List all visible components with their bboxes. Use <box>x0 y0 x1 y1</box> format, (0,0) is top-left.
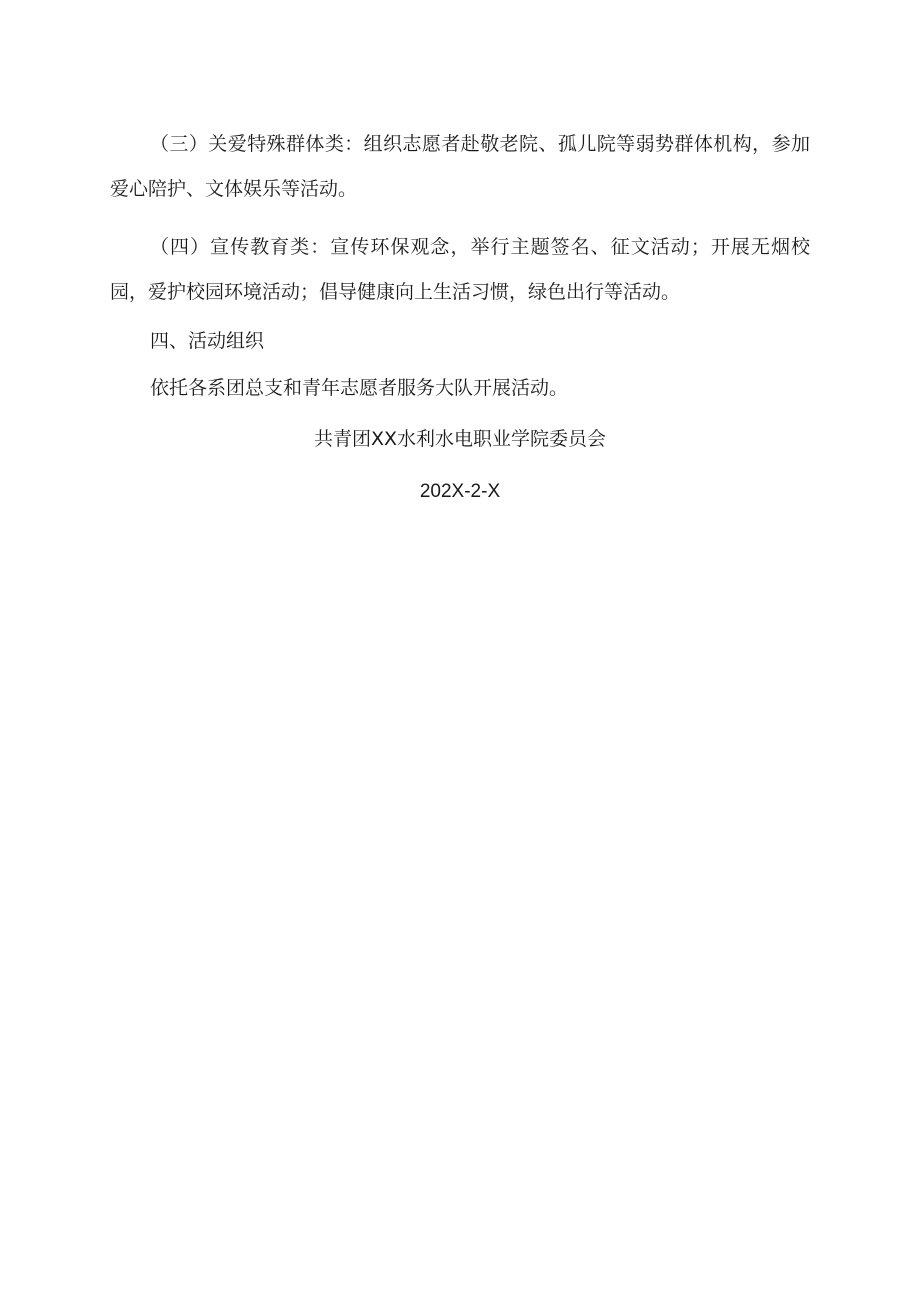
paragraph-activity-organization: 依托各系团总支和青年志愿者服务大队开展活动。 <box>150 377 569 399</box>
section-heading-activity-organization: 四、活动组织 <box>150 330 265 352</box>
signature-organization: 共青团XX水利水电职业学院委员会 <box>313 428 607 450</box>
signature-date: 202X-2-X <box>419 481 501 502</box>
paragraph-publicity-education: （四）宣传教育类：宣传环保观念，举行主题签名、征文活动；开展无烟校园，爱护校园环境活动；倡导健康向上生活习惯，绿色出行等活动。 <box>110 236 810 303</box>
paragraph-care-special-groups: （三）关爱特殊群体类：组织志愿者赴敬老院、孤儿院等弱势群体机构，参加爱心陪护、文体娱乐等活动。 <box>110 133 810 200</box>
